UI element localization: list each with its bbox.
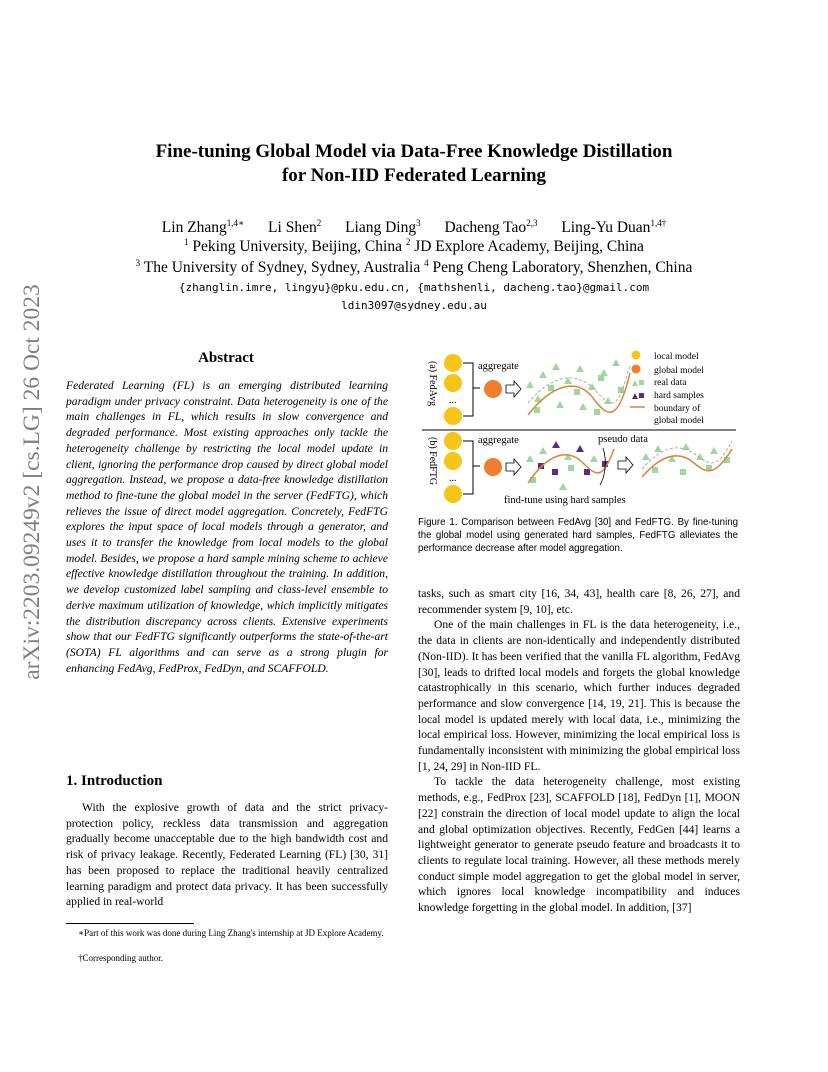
svg-text:global model: global model xyxy=(654,416,704,426)
arxiv-stamp: arXiv:2203.09249v2 [cs.LG] 26 Oct 2023 xyxy=(19,284,45,680)
global-model-bottom xyxy=(484,458,502,476)
affiliations-line-1: $^1$ Peking University, Beijing, China $^2$ JD Explore Academy, Beijing, China xyxy=(184,236,644,255)
author-3: Liang Ding$^3$ xyxy=(345,217,421,236)
intro-paragraph: With the explosive growth of data and the strict privacy-protection policy, reckless data transmission and aggregation gradually become unacceptable due to the high bandwidth cost and risk of privacy leakage. Recently, Federated Learning (FL) [30, 31] has been proposed to replace the traditional heavily centralized learning paradigm and protect data privacy. It has been successfully applied in real-world xyxy=(66,801,388,909)
paper-title: Fine-tuning Global Model via Data-Free Knowledge Distillation for Non-IID Federated Learning xyxy=(155,141,673,186)
global-model-top xyxy=(484,380,502,398)
author-list xyxy=(60,218,768,238)
figure-caption: Figure 1. Comparison between FedAvg [30] and FedFTG. By fine-tuning the global model using generated hard samples, FedFTG alleviates the performance decrease after model aggregation. xyxy=(418,517,738,554)
abstract-body: Federated Learning (FL) is an emerging distributed learning paradigm under privacy constraint. Data heterogeneity is one of the main challenges in FL, which results in slow convergence and degraded performance. Most existing approaches only tackle the heterogeneity challenge by restricting the local model update in client, ignoring the performance drop caused by direct global model aggregation. Instead, we propose a data-free knowledge distillation method to fine-tune the global model in the server (FedFTG), which relieves the issue of direct model aggregation. Concretely, FedFTG explores the input space of local models through a generator, and uses it to transfer the knowledge from local models to the global model. Besides, we propose a hard sample mining scheme to achieve effective knowledge distillation throughout the training. In addition, we develop customized label sampling and class-level ensemble to derive maximum utilization of knowledge, which implicitly mitigates the distribution discrepancy across clients. Extensive experiments show that our FedFTG significantly outperforms the state-of-the-art (SOTA) FL algorithms and can serve as a strong plugin for enhancing FedAvg, FedProx, FedDyn, and SCAFFOLD. xyxy=(66,379,388,675)
svg-text:local model: local model xyxy=(654,352,699,362)
label-fedavg: (a) FedAvg xyxy=(427,361,438,407)
paragraph-2: One of the main challenges in FL is the data heterogeneity, i.e., the data in clients are non-identically and independently distributed (Non-IID). It has been verified that the vanilla FL algorithm, FedAvg [30], leads to drifted local models and forgets the global knowledge catastrophically in this scenario, which further induces degraded performance and slow convergence [14, 19, 21]. This is because the local model is updated merely with local data, i.e., minimizing the local empirical loss. However, minimizing the local empirical loss is fundamentally inconsistent with minimizing the global empirical loss [1, 24, 29] in Non-IID FL. xyxy=(418,618,740,773)
legend xyxy=(630,351,704,427)
arrow-icon-bottom-1 xyxy=(506,459,521,475)
local-models-bottom xyxy=(444,432,462,503)
footnote-rule xyxy=(66,923,194,924)
author-1: Lin Zhang$^{1,4∗}$ xyxy=(161,217,245,236)
svg-text:...: ... xyxy=(449,395,457,406)
svg-text:...: ... xyxy=(449,473,457,484)
local-models-top xyxy=(444,354,462,425)
author-5: Ling-Yu Duan$^{1,4\dagger}$ xyxy=(561,217,667,236)
arrow-icon-bottom-2 xyxy=(618,457,633,473)
intro-heading: 1. Introduction xyxy=(66,773,163,789)
emails-line-2: ldin3097@sydney.edu.au xyxy=(341,299,487,312)
figure-1 xyxy=(418,343,740,511)
abstract-heading: Abstract xyxy=(198,350,254,366)
arrow-icon-top xyxy=(506,381,521,397)
footnote-1: ∗Part of this work was done during Ling Zhang's internship at JD Explore Academy. xyxy=(78,928,384,938)
affiliations-line-2: $^3$ The University of Sydney, Sydney, Australia $^4$ Peng Cheng Laboratory, Shenzhen, China xyxy=(135,257,693,276)
emails-line-1: {zhanglin.imre, lingyu}@pku.edu.cn, {mathshenli, dacheng.tao}@gmail.com xyxy=(178,281,650,294)
svg-text:boundary of: boundary of xyxy=(654,404,701,414)
pseudo-data-label: pseudo data xyxy=(598,434,648,445)
right-column xyxy=(418,586,740,916)
finetune-label: find-tune using hard samples xyxy=(504,495,626,506)
author-4: Dacheng Tao$^{2,3}$ xyxy=(444,217,538,236)
svg-text:global model: global model xyxy=(654,366,704,376)
aggregate-label-bottom: aggregate xyxy=(478,435,519,446)
aggregate-bracket-bottom xyxy=(463,441,480,494)
author-2: Li Shen$^2$ xyxy=(268,217,322,236)
paragraph-3: To tackle the data heterogeneity challenge, most existing methods, e.g., FedProx [23], SCAFFOLD [18], FedDyn [1], MOON [22] constrain the direction of local model update to align the local and global optimization objectives. Recently, FedGen [44] learns a lightweight generator to generate pseudo feature and broadcasts it to clients to regulate local training. However, all these methods merely conduct simple model aggregation to get the global model in server, which ignores local knowledge incompatibility and induces knowledge forgetting in the global model. In addition, [37] xyxy=(418,775,740,915)
footnote-2: †Corresponding author. xyxy=(78,953,163,963)
label-fedftg: (b) FedFTG xyxy=(427,437,438,486)
aggregate-label-top: aggregate xyxy=(478,361,519,372)
hard-samples xyxy=(526,441,608,490)
real-data-bottom xyxy=(642,443,730,475)
paragraph-1: tasks, such as smart city [16, 34, 43], health care [8, 26, 27], and recommender system [9, 10], etc. xyxy=(418,587,740,616)
svg-text:hard samples: hard samples xyxy=(654,391,704,401)
svg-text:real data: real data xyxy=(654,378,687,388)
